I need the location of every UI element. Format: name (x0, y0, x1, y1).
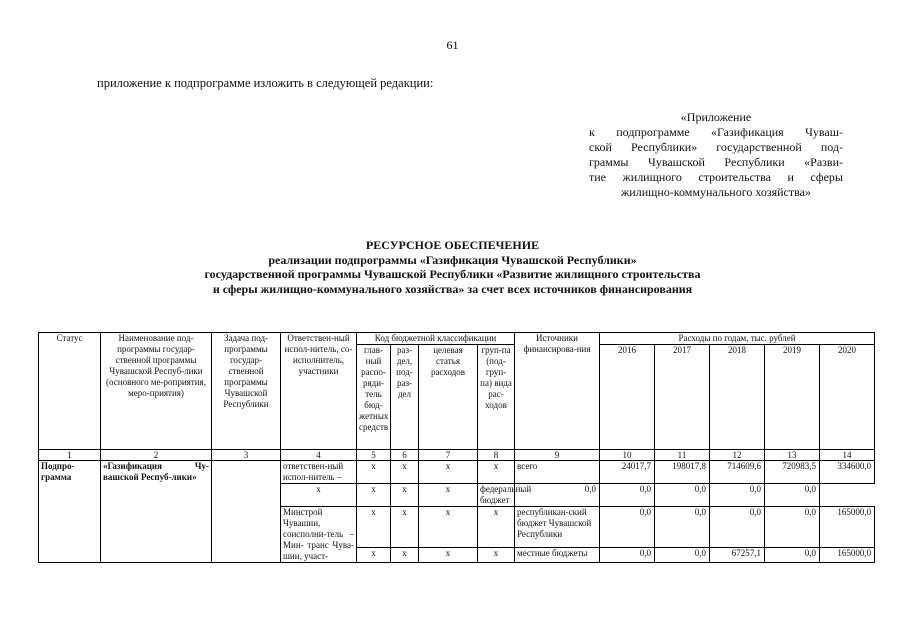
page-number: 61 (446, 38, 459, 52)
value-cell: 720983,5 (765, 461, 820, 484)
value-cell: 0,0 (600, 548, 655, 563)
responsible-part: Минстрой Чувашии, соисполни-тель – Мин- (283, 507, 354, 550)
code-cell: x (357, 548, 391, 563)
heading-line: реализации подпрограммы «Газификация Чувашской Республики» (268, 252, 637, 267)
code-cell: x (419, 507, 478, 548)
responsible-cell: ответствен-ный испол-нитель – (281, 461, 357, 484)
code-cell: x (478, 548, 515, 563)
value-cell: 165000,0 (820, 548, 875, 563)
code-cell: x (357, 461, 391, 484)
value-cell: 0,0 (765, 484, 820, 507)
header-bc-article: целевая статья расходов (419, 345, 478, 450)
heading-title: РЕСУРСНОЕ ОБЕСПЕЧЕНИЕ (365, 238, 540, 252)
header-bc-section: раз-дел, под-раз-дел (391, 345, 419, 450)
name-cell: «Газификация Чу-вашской Респуб-лики» (101, 461, 212, 563)
value-cell: 67257,1 (710, 548, 765, 563)
column-number: 3 (212, 450, 281, 461)
heading-line: и сферы жилищно-коммунального хозяйства» за счет всех источников финансирования (212, 281, 693, 296)
column-number: 13 (765, 450, 820, 461)
value-cell: 24017,7 (600, 461, 655, 484)
header-bc-group: груп-па (под-груп-па) вида рас-ходов (478, 345, 515, 450)
value-cell: 0,0 (600, 484, 655, 507)
column-number: 12 (710, 450, 765, 461)
intro-text: приложение к подпрограмме изложить в следующей редакции: (97, 76, 434, 90)
header-year: 2018 (710, 345, 765, 450)
column-number: 7 (419, 450, 478, 461)
code-cell: x (478, 461, 515, 484)
value-cell: 0,0 (515, 484, 600, 507)
header-year: 2020 (820, 345, 875, 450)
code-cell: x (281, 484, 357, 507)
column-number: 1 (39, 450, 101, 461)
header-task: Задача под-программы государ-ственной программы Чувашской Республики (212, 333, 281, 450)
source-cell: федеральный бюджет (478, 484, 515, 507)
value-cell: 0,0 (765, 548, 820, 563)
source-cell: всего (515, 461, 600, 484)
code-cell: x (391, 507, 419, 548)
value-cell: 0,0 (765, 507, 820, 548)
responsible-cell (281, 507, 357, 563)
column-number: 14 (820, 450, 875, 461)
status-cell: Подпро-грамма (39, 461, 101, 563)
document-heading (0, 238, 905, 296)
source-cell: местные бюджеты (515, 548, 600, 563)
value-cell: 0,0 (655, 484, 710, 507)
column-number: 11 (655, 450, 710, 461)
header-responsible: Ответствен-ный испол-нитель, со-исполнитель, участники (281, 333, 357, 450)
responsible-part: транс Чува-шии, участ- (283, 540, 354, 561)
task-cell (212, 461, 281, 563)
value-cell: 0,0 (710, 507, 765, 548)
code-cell: x (391, 461, 419, 484)
column-number: 5 (357, 450, 391, 461)
appendix-line: граммы Чувашской Республики «Разви- (589, 155, 843, 169)
value-cell: 0,0 (655, 548, 710, 563)
header-year: 2019 (765, 345, 820, 450)
header-sources: Источники финансирова-ния (515, 333, 600, 450)
appendix-line: ской Республики» государственной под- (589, 140, 843, 154)
appendix-line: тие жилищного строительства и сферы (589, 170, 843, 184)
column-number: 8 (478, 450, 515, 461)
value-cell: 334600,0 (820, 461, 875, 484)
code-cell: x (357, 507, 391, 548)
resource-table (38, 332, 875, 563)
value-cell: 198017,8 (655, 461, 710, 484)
appendix-caption (589, 110, 843, 200)
code-cell: x (419, 484, 478, 507)
code-cell: x (419, 548, 478, 563)
heading-line: государственной программы Чувашской Республики «Развитие жилищного строительства (204, 267, 701, 281)
column-number: 6 (391, 450, 419, 461)
header-status: Статус (39, 333, 101, 450)
appendix-line: к подпрограмме «Газификация Чуваш- (589, 125, 843, 139)
value-cell: 0,0 (600, 507, 655, 548)
header-year: 2017 (655, 345, 710, 450)
header-bc-admin: глав-ный распо-ряди-тель бюд-жетных средств (357, 345, 391, 450)
value-cell: 165000,0 (820, 507, 875, 548)
column-number: 4 (281, 450, 357, 461)
column-number: 10 (600, 450, 655, 461)
header-year: 2016 (600, 345, 655, 450)
appendix-line: «Приложение (680, 110, 752, 124)
header-expenses: Расходы по годам, тыс. рублей (600, 333, 875, 345)
header-name: Наименование под-программы государ-ственной программы Чувашской Респуб-лики (основного ме-роприятия, меро-приятия) (101, 333, 212, 450)
code-cell: x (357, 484, 391, 507)
header-budget-code: Код бюджетной классификации (357, 333, 515, 345)
column-number-row (39, 450, 875, 461)
column-number: 9 (515, 450, 600, 461)
value-cell: 714609,6 (710, 461, 765, 484)
table-row (39, 461, 875, 484)
source-cell: республикан-ский бюджет Чувашской Республики (515, 507, 600, 548)
code-cell: x (391, 548, 419, 563)
code-cell: x (419, 461, 478, 484)
appendix-line: жилищно-коммунального хозяйства» (621, 185, 811, 199)
column-number: 2 (101, 450, 212, 461)
header-row (39, 333, 875, 345)
value-cell: 0,0 (655, 507, 710, 548)
value-cell: 0,0 (710, 484, 765, 507)
code-cell: x (478, 507, 515, 548)
code-cell: x (391, 484, 419, 507)
